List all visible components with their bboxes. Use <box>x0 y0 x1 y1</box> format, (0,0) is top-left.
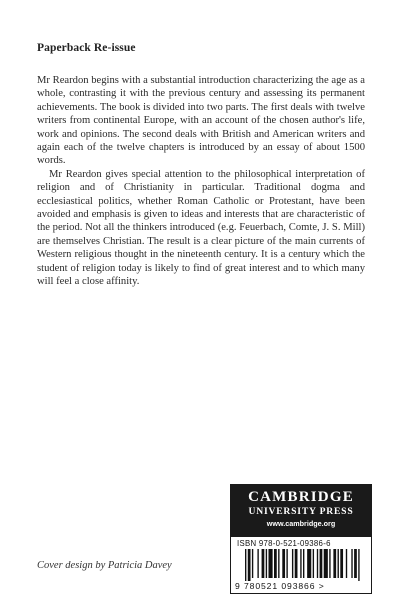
barcode-bar <box>307 549 311 578</box>
barcode-bar <box>333 549 336 578</box>
barcode-bar <box>245 549 246 581</box>
barcode-bar <box>292 549 293 578</box>
barcode-bar <box>300 549 301 578</box>
barcode-bar <box>262 549 265 578</box>
section-heading: Paperback Re-issue <box>37 42 136 54</box>
barcode-bar <box>274 549 277 578</box>
isbn-barcode-block <box>230 536 372 594</box>
barcode-bar <box>252 549 253 578</box>
barcode-bar <box>295 549 298 578</box>
barcode-bar <box>340 549 343 578</box>
barcode-bar <box>282 549 285 578</box>
barcode-bar <box>358 549 359 581</box>
barcode-bar <box>248 549 251 581</box>
book-description <box>37 74 365 289</box>
barcode-bar <box>320 549 323 578</box>
barcode-bar <box>351 549 352 578</box>
barcode-bar <box>329 549 330 578</box>
publisher-name: CAMBRIDGE <box>248 489 354 505</box>
barcode-bar <box>317 549 318 578</box>
barcode-bar <box>338 549 339 578</box>
barcode-bar <box>257 549 258 578</box>
barcode-digits: 9 780521 093866 > <box>235 581 325 591</box>
barcode-bar <box>286 549 287 578</box>
cover-design-credit: Cover design by Patricia Davey <box>37 560 172 571</box>
barcode-bar <box>324 549 328 578</box>
description-paragraph: Mr Reardon gives special attention to the philosophical interpretation of religion and of Christianity in particular. Traditional dogma and ecclesiastical politics, whether Roman Catholic or Protestant, have been avoided and emphasis is given to ideas and interests that are characteristic of the period. Not all the thinkers introduced (e.g. Feuerbach, Comte, J. S. Mill) are themselves Christian. The result is a clear picture of the main currents of Western religious thought in the nineteenth century. It is a century which the student of religion today is likely to find of great interest and to which many will feel a close affinity. <box>37 168 365 288</box>
publisher-url: www.cambridge.org <box>266 519 336 528</box>
barcode-icon <box>245 549 361 581</box>
barcode-bar <box>303 549 304 578</box>
barcode-bar <box>313 549 314 578</box>
description-paragraph: Mr Reardon begins with a substantial introduction characterizing the age as a whole, contrasting it with the previous century and assessing its permanent achievements. The book is divided into two parts. The first deals with twelve writers from continental Europe, with an account of the chosen author's life, work and opinions. The second deals with British and American writers and again each of the twelve chapters is introduced by an essay of about 1500 words. <box>37 75 365 167</box>
barcode-bar <box>266 549 267 578</box>
barcode-bar <box>346 549 347 578</box>
publisher-press: UNIVERSITY PRESS <box>248 506 354 517</box>
barcode-bar <box>268 549 272 578</box>
barcode-bar <box>354 549 357 578</box>
isbn-label: ISBN 978-0-521-09386-6 <box>237 539 331 548</box>
barcode-bar <box>278 549 279 578</box>
publisher-logo-block <box>230 484 372 536</box>
